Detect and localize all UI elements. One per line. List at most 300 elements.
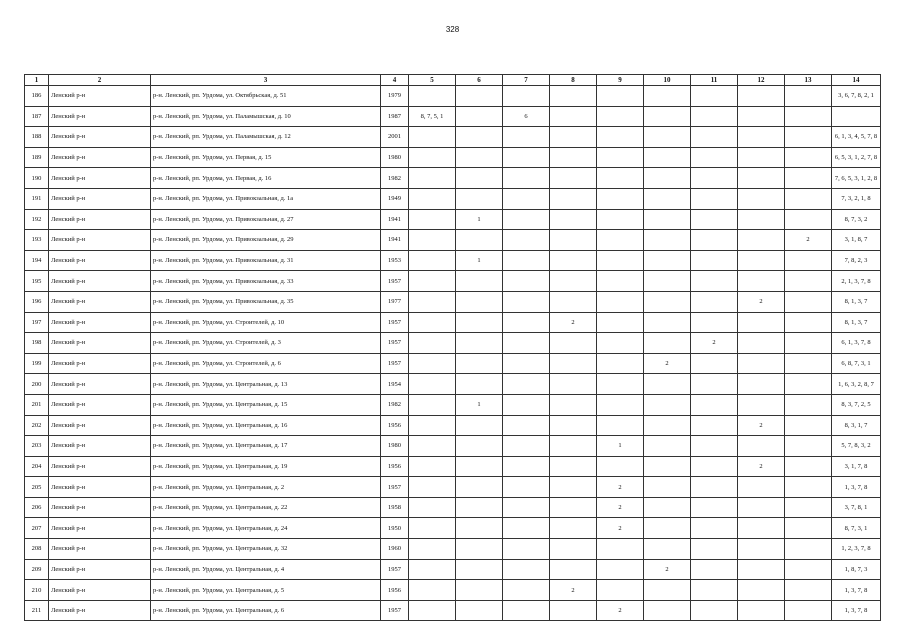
cell-col-4: 1950 — [381, 518, 409, 539]
cell-col-3: р-н. Ленский, рп. Урдома, ул. Октябрьская, д. 51 — [151, 86, 381, 107]
column-header-6: 6 — [456, 75, 503, 86]
cell-col-7 — [503, 168, 550, 189]
cell-col-10 — [644, 209, 691, 230]
table-row — [25, 559, 881, 580]
cell-col-10: 2 — [644, 559, 691, 580]
cell-col-14: 1, 3, 7, 8 — [832, 600, 881, 621]
cell-col-10 — [644, 436, 691, 457]
cell-col-7 — [503, 333, 550, 354]
cell-col-8 — [550, 415, 597, 436]
table-row — [25, 456, 881, 477]
cell-col-12 — [738, 271, 785, 292]
cell-col-4: 1980 — [381, 436, 409, 457]
cell-col-9: 2 — [597, 518, 644, 539]
cell-col-14: 1, 2, 3, 7, 8 — [832, 539, 881, 560]
cell-col-3: р-н. Ленский, рп. Урдома, ул. Строителей, д. 6 — [151, 353, 381, 374]
cell-col-8 — [550, 291, 597, 312]
table-row — [25, 312, 881, 333]
cell-col-10 — [644, 291, 691, 312]
cell-col-6 — [456, 127, 503, 148]
cell-col-12 — [738, 374, 785, 395]
cell-col-6 — [456, 147, 503, 168]
cell-col-1: 188 — [25, 127, 49, 148]
cell-col-6 — [456, 436, 503, 457]
cell-col-7 — [503, 374, 550, 395]
cell-col-9 — [597, 333, 644, 354]
cell-col-2: Ленский р-н — [49, 497, 151, 518]
cell-col-11 — [691, 600, 738, 621]
cell-col-5 — [409, 312, 456, 333]
cell-col-13 — [785, 539, 832, 560]
cell-col-3: р-н. Ленский, рп. Урдома, ул. Привокзальная, д. 31 — [151, 250, 381, 271]
cell-col-7 — [503, 415, 550, 436]
cell-col-2: Ленский р-н — [49, 291, 151, 312]
cell-col-14: 8, 3, 1, 7 — [832, 415, 881, 436]
cell-col-5 — [409, 188, 456, 209]
cell-col-5 — [409, 230, 456, 251]
cell-col-6 — [456, 539, 503, 560]
cell-col-8 — [550, 127, 597, 148]
cell-col-11 — [691, 353, 738, 374]
cell-col-10 — [644, 127, 691, 148]
cell-col-7 — [503, 394, 550, 415]
cell-col-14: 3, 7, 8, 1 — [832, 497, 881, 518]
cell-col-2: Ленский р-н — [49, 394, 151, 415]
cell-col-12 — [738, 353, 785, 374]
cell-col-10 — [644, 147, 691, 168]
cell-col-3: р-н. Ленский, рп. Урдома, ул. Центральная, д. 4 — [151, 559, 381, 580]
table-row — [25, 477, 881, 498]
column-header-3: 3 — [151, 75, 381, 86]
cell-col-12 — [738, 559, 785, 580]
cell-col-2: Ленский р-н — [49, 518, 151, 539]
cell-col-2: Ленский р-н — [49, 127, 151, 148]
column-header-11: 11 — [691, 75, 738, 86]
cell-col-5: 8, 7, 5, 1 — [409, 106, 456, 127]
cell-col-2: Ленский р-н — [49, 250, 151, 271]
cell-col-9 — [597, 250, 644, 271]
cell-col-1: 204 — [25, 456, 49, 477]
cell-col-10 — [644, 394, 691, 415]
cell-col-11 — [691, 312, 738, 333]
cell-col-13 — [785, 518, 832, 539]
cell-col-10 — [644, 271, 691, 292]
cell-col-8 — [550, 209, 597, 230]
cell-col-8 — [550, 353, 597, 374]
cell-col-9: 1 — [597, 436, 644, 457]
cell-col-4: 1957 — [381, 559, 409, 580]
cell-col-11 — [691, 436, 738, 457]
cell-col-1: 211 — [25, 600, 49, 621]
cell-col-11 — [691, 188, 738, 209]
cell-col-9 — [597, 86, 644, 107]
cell-col-9: 2 — [597, 497, 644, 518]
cell-col-12 — [738, 168, 785, 189]
cell-col-2: Ленский р-н — [49, 456, 151, 477]
cell-col-3: р-н. Ленский, рп. Урдома, ул. Центральная, д. 16 — [151, 415, 381, 436]
cell-col-11 — [691, 147, 738, 168]
table-row — [25, 394, 881, 415]
cell-col-11 — [691, 291, 738, 312]
cell-col-2: Ленский р-н — [49, 539, 151, 560]
cell-col-12 — [738, 147, 785, 168]
cell-col-1: 201 — [25, 394, 49, 415]
cell-col-13 — [785, 147, 832, 168]
column-header-5: 5 — [409, 75, 456, 86]
cell-col-3: р-н. Ленский, рп. Урдома, ул. Первая, д. 15 — [151, 147, 381, 168]
cell-col-6 — [456, 580, 503, 601]
cell-col-6 — [456, 291, 503, 312]
cell-col-6 — [456, 188, 503, 209]
column-header-12: 12 — [738, 75, 785, 86]
cell-col-11 — [691, 580, 738, 601]
cell-col-7 — [503, 312, 550, 333]
cell-col-14: 8, 1, 3, 7 — [832, 312, 881, 333]
table-row — [25, 188, 881, 209]
table-row — [25, 600, 881, 621]
cell-col-8 — [550, 456, 597, 477]
cell-col-11 — [691, 415, 738, 436]
cell-col-13 — [785, 436, 832, 457]
cell-col-8 — [550, 333, 597, 354]
cell-col-4: 1941 — [381, 209, 409, 230]
cell-col-10 — [644, 312, 691, 333]
cell-col-2: Ленский р-н — [49, 374, 151, 395]
cell-col-13 — [785, 291, 832, 312]
cell-col-9 — [597, 106, 644, 127]
cell-col-13 — [785, 477, 832, 498]
cell-col-1: 210 — [25, 580, 49, 601]
cell-col-13 — [785, 209, 832, 230]
cell-col-2: Ленский р-н — [49, 600, 151, 621]
cell-col-9 — [597, 230, 644, 251]
cell-col-11: 2 — [691, 333, 738, 354]
cell-col-10 — [644, 86, 691, 107]
cell-col-10 — [644, 333, 691, 354]
cell-col-12 — [738, 436, 785, 457]
cell-col-8: 2 — [550, 580, 597, 601]
cell-col-14: 3, 1, 8, 7 — [832, 230, 881, 251]
cell-col-14: 7, 3, 2, 1, 8 — [832, 188, 881, 209]
table-row — [25, 86, 881, 107]
cell-col-14: 2, 1, 3, 7, 8 — [832, 271, 881, 292]
column-header-8: 8 — [550, 75, 597, 86]
table-row — [25, 518, 881, 539]
cell-col-2: Ленский р-н — [49, 436, 151, 457]
cell-col-12 — [738, 209, 785, 230]
cell-col-5 — [409, 127, 456, 148]
cell-col-14: 8, 3, 7, 2, 5 — [832, 394, 881, 415]
column-header-13: 13 — [785, 75, 832, 86]
cell-col-6 — [456, 333, 503, 354]
cell-col-8 — [550, 559, 597, 580]
cell-col-4: 1957 — [381, 353, 409, 374]
cell-col-1: 205 — [25, 477, 49, 498]
cell-col-3: р-н. Ленский, рп. Урдома, ул. Строителей, д. 3 — [151, 333, 381, 354]
cell-col-12 — [738, 477, 785, 498]
table-row — [25, 271, 881, 292]
cell-col-14: 8, 7, 3, 1 — [832, 518, 881, 539]
table-row — [25, 353, 881, 374]
cell-col-13 — [785, 86, 832, 107]
cell-col-11 — [691, 456, 738, 477]
cell-col-14: 6, 8, 7, 3, 1 — [832, 353, 881, 374]
cell-col-3: р-н. Ленский, рп. Урдома, ул. Центральная, д. 22 — [151, 497, 381, 518]
cell-col-8 — [550, 250, 597, 271]
cell-col-5 — [409, 209, 456, 230]
table-row — [25, 580, 881, 601]
cell-col-8 — [550, 147, 597, 168]
cell-col-12: 2 — [738, 415, 785, 436]
cell-col-12: 2 — [738, 456, 785, 477]
cell-col-11 — [691, 86, 738, 107]
cell-col-2: Ленский р-н — [49, 230, 151, 251]
cell-col-3: р-н. Ленский, рп. Урдома, ул. Центральная, д. 24 — [151, 518, 381, 539]
cell-col-7 — [503, 559, 550, 580]
cell-col-1: 200 — [25, 374, 49, 395]
table-body — [25, 86, 881, 621]
cell-col-8 — [550, 436, 597, 457]
cell-col-4: 1956 — [381, 580, 409, 601]
cell-col-9 — [597, 209, 644, 230]
cell-col-11 — [691, 168, 738, 189]
cell-col-5 — [409, 580, 456, 601]
cell-col-7 — [503, 188, 550, 209]
cell-col-8 — [550, 497, 597, 518]
cell-col-7: 6 — [503, 106, 550, 127]
cell-col-2: Ленский р-н — [49, 188, 151, 209]
column-header-2: 2 — [49, 75, 151, 86]
cell-col-8 — [550, 477, 597, 498]
cell-col-8: 2 — [550, 312, 597, 333]
cell-col-9 — [597, 394, 644, 415]
cell-col-11 — [691, 374, 738, 395]
cell-col-7 — [503, 86, 550, 107]
cell-col-13 — [785, 580, 832, 601]
cell-col-6 — [456, 559, 503, 580]
cell-col-10 — [644, 188, 691, 209]
cell-col-2: Ленский р-н — [49, 415, 151, 436]
cell-col-7 — [503, 250, 550, 271]
header-row — [25, 75, 881, 86]
column-header-10: 10 — [644, 75, 691, 86]
cell-col-13 — [785, 168, 832, 189]
cell-col-7 — [503, 127, 550, 148]
cell-col-9 — [597, 127, 644, 148]
cell-col-4: 1956 — [381, 415, 409, 436]
cell-col-9 — [597, 147, 644, 168]
cell-col-5 — [409, 333, 456, 354]
table-row — [25, 374, 881, 395]
cell-col-8 — [550, 106, 597, 127]
cell-col-9 — [597, 271, 644, 292]
cell-col-8 — [550, 188, 597, 209]
cell-col-6 — [456, 518, 503, 539]
cell-col-7 — [503, 291, 550, 312]
cell-col-13 — [785, 559, 832, 580]
table-row — [25, 539, 881, 560]
cell-col-7 — [503, 230, 550, 251]
cell-col-1: 203 — [25, 436, 49, 457]
cell-col-5 — [409, 86, 456, 107]
cell-col-2: Ленский р-н — [49, 312, 151, 333]
cell-col-13 — [785, 250, 832, 271]
cell-col-14: 1, 6, 3, 2, 8, 7 — [832, 374, 881, 395]
cell-col-9 — [597, 188, 644, 209]
cell-col-7 — [503, 271, 550, 292]
table-row — [25, 291, 881, 312]
cell-col-6 — [456, 230, 503, 251]
cell-col-10 — [644, 415, 691, 436]
table-row — [25, 147, 881, 168]
cell-col-11 — [691, 477, 738, 498]
cell-col-10 — [644, 456, 691, 477]
cell-col-12 — [738, 250, 785, 271]
cell-col-12 — [738, 127, 785, 148]
cell-col-5 — [409, 394, 456, 415]
cell-col-1: 208 — [25, 539, 49, 560]
cell-col-4: 1958 — [381, 497, 409, 518]
table-row — [25, 106, 881, 127]
cell-col-5 — [409, 539, 456, 560]
cell-col-10 — [644, 580, 691, 601]
cell-col-9 — [597, 559, 644, 580]
table-row — [25, 230, 881, 251]
cell-col-10 — [644, 477, 691, 498]
cell-col-13 — [785, 106, 832, 127]
cell-col-6 — [456, 271, 503, 292]
cell-col-6 — [456, 86, 503, 107]
cell-col-9 — [597, 312, 644, 333]
cell-col-13: 2 — [785, 230, 832, 251]
cell-col-6: 1 — [456, 250, 503, 271]
cell-col-11 — [691, 127, 738, 148]
cell-col-3: р-н. Ленский, рп. Урдома, ул. Центральная, д. 32 — [151, 539, 381, 560]
cell-col-14: 6, 5, 3, 1, 2, 7, 8 — [832, 147, 881, 168]
cell-col-10 — [644, 106, 691, 127]
cell-col-5 — [409, 559, 456, 580]
cell-col-11 — [691, 230, 738, 251]
cell-col-7 — [503, 497, 550, 518]
column-header-1: 1 — [25, 75, 49, 86]
cell-col-12 — [738, 312, 785, 333]
cell-col-14: 1, 3, 7, 8 — [832, 477, 881, 498]
cell-col-4: 1980 — [381, 147, 409, 168]
cell-col-1: 209 — [25, 559, 49, 580]
cell-col-8 — [550, 394, 597, 415]
cell-col-10 — [644, 374, 691, 395]
cell-col-9 — [597, 353, 644, 374]
cell-col-1: 199 — [25, 353, 49, 374]
cell-col-7 — [503, 518, 550, 539]
cell-col-7 — [503, 456, 550, 477]
cell-col-6 — [456, 312, 503, 333]
table-row — [25, 415, 881, 436]
cell-col-4: 1956 — [381, 456, 409, 477]
cell-col-12 — [738, 497, 785, 518]
cell-col-8 — [550, 86, 597, 107]
cell-col-5 — [409, 600, 456, 621]
cell-col-6 — [456, 497, 503, 518]
cell-col-8 — [550, 518, 597, 539]
cell-col-14: 8, 1, 3, 7 — [832, 291, 881, 312]
cell-col-2: Ленский р-н — [49, 559, 151, 580]
cell-col-14: 8, 7, 3, 2 — [832, 209, 881, 230]
cell-col-9: 2 — [597, 600, 644, 621]
cell-col-3: р-н. Ленский, рп. Урдома, ул. Центральная, д. 17 — [151, 436, 381, 457]
cell-col-1: 191 — [25, 188, 49, 209]
cell-col-4: 1957 — [381, 333, 409, 354]
cell-col-3: р-н. Ленский, рп. Урдома, ул. Привокзальная, д. 1а — [151, 188, 381, 209]
cell-col-1: 196 — [25, 291, 49, 312]
cell-col-5 — [409, 374, 456, 395]
cell-col-4: 1979 — [381, 86, 409, 107]
cell-col-14: 7, 8, 2, 3 — [832, 250, 881, 271]
cell-col-8 — [550, 271, 597, 292]
cell-col-3: р-н. Ленский, рп. Урдома, ул. Центральная, д. 5 — [151, 580, 381, 601]
cell-col-9 — [597, 456, 644, 477]
cell-col-10 — [644, 539, 691, 560]
cell-col-13 — [785, 271, 832, 292]
cell-col-9 — [597, 580, 644, 601]
cell-col-1: 187 — [25, 106, 49, 127]
cell-col-14: 6, 1, 3, 7, 8 — [832, 333, 881, 354]
cell-col-10 — [644, 230, 691, 251]
cell-col-3: р-н. Ленский, рп. Урдома, ул. Первая, д. 16 — [151, 168, 381, 189]
table-row — [25, 436, 881, 457]
cell-col-10 — [644, 600, 691, 621]
cell-col-10 — [644, 168, 691, 189]
cell-col-1: 197 — [25, 312, 49, 333]
cell-col-7 — [503, 353, 550, 374]
cell-col-4: 1949 — [381, 188, 409, 209]
cell-col-5 — [409, 497, 456, 518]
cell-col-5 — [409, 271, 456, 292]
cell-col-7 — [503, 436, 550, 457]
cell-col-12 — [738, 539, 785, 560]
cell-col-13 — [785, 127, 832, 148]
cell-col-5 — [409, 415, 456, 436]
cell-col-1: 206 — [25, 497, 49, 518]
cell-col-2: Ленский р-н — [49, 147, 151, 168]
cell-col-2: Ленский р-н — [49, 86, 151, 107]
cell-col-4: 1941 — [381, 230, 409, 251]
cell-col-14: 1, 3, 7, 8 — [832, 580, 881, 601]
cell-col-13 — [785, 456, 832, 477]
cell-col-11 — [691, 518, 738, 539]
cell-col-12 — [738, 230, 785, 251]
cell-col-13 — [785, 312, 832, 333]
cell-col-4: 1987 — [381, 106, 409, 127]
cell-col-6: 1 — [456, 209, 503, 230]
cell-col-5 — [409, 518, 456, 539]
cell-col-7 — [503, 477, 550, 498]
cell-col-14: 3, 6, 7, 8, 2, 1 — [832, 86, 881, 107]
cell-col-5 — [409, 456, 456, 477]
cell-col-2: Ленский р-н — [49, 580, 151, 601]
cell-col-11 — [691, 250, 738, 271]
cell-col-6 — [456, 456, 503, 477]
cell-col-4: 1957 — [381, 312, 409, 333]
cell-col-4: 1953 — [381, 250, 409, 271]
cell-col-6 — [456, 106, 503, 127]
cell-col-7 — [503, 209, 550, 230]
cell-col-12 — [738, 333, 785, 354]
cell-col-9 — [597, 291, 644, 312]
cell-col-12 — [738, 86, 785, 107]
cell-col-4: 1982 — [381, 168, 409, 189]
cell-col-6 — [456, 168, 503, 189]
